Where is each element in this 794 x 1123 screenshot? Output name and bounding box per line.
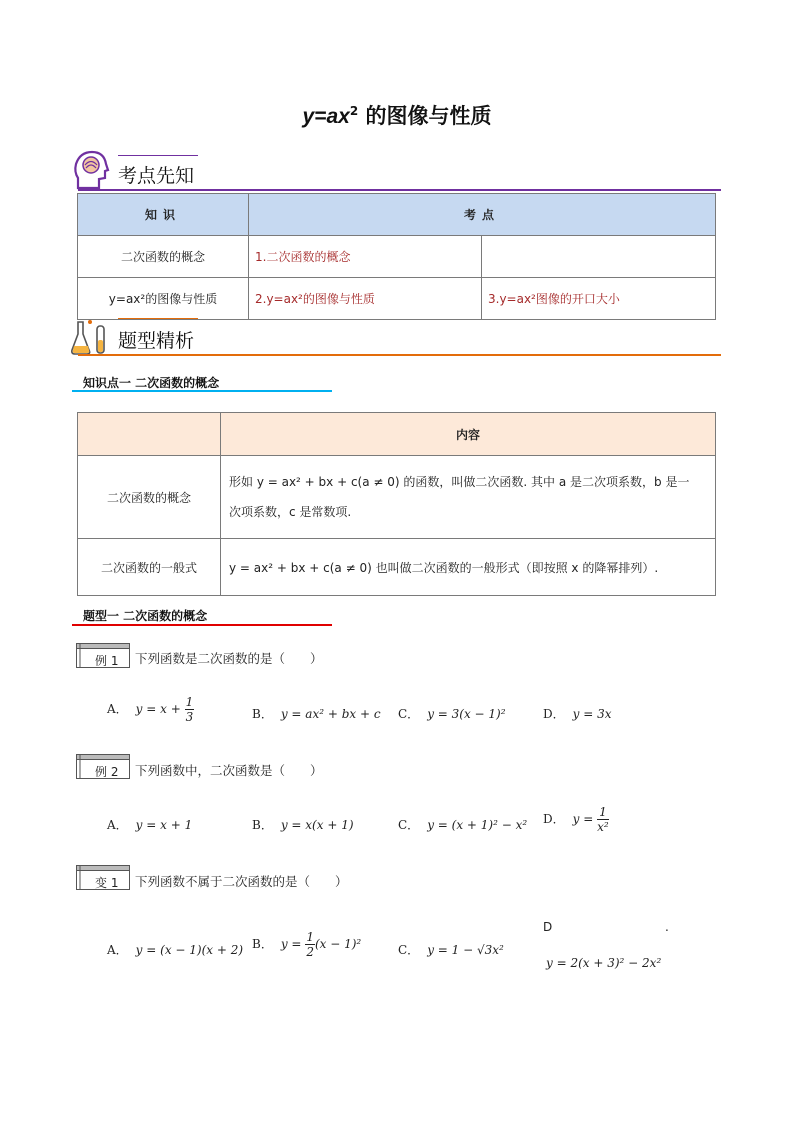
fraction-numerator: 1 <box>306 930 314 944</box>
ex2-option-a <box>107 816 192 833</box>
var1-option-b <box>252 931 361 958</box>
option-expr: y = 3x <box>572 707 612 721</box>
knowledge-point: 3.y=ax²图像的开口大小 <box>482 278 716 320</box>
option-letter: B． <box>252 937 273 951</box>
option-letter: D． <box>543 812 565 826</box>
fraction-denominator: 3 <box>185 710 194 724</box>
title-text: 的图像与性质 <box>358 104 492 128</box>
lab-flask-icon <box>70 316 110 356</box>
option-expr: y = x(x + 1) <box>280 818 354 832</box>
ex1-question: 下列函数是二次函数的是（ ） <box>135 651 323 666</box>
var1-option-a <box>107 941 243 958</box>
var1-label: 变 1 <box>95 876 119 890</box>
kp1-heading: 知识点一 二次函数的概念 <box>83 376 220 390</box>
fraction-denominator: 2 <box>306 945 314 959</box>
type1-rule <box>72 624 332 626</box>
option-letter: C． <box>398 818 420 832</box>
knowledge-header-topic: 知识 <box>78 194 249 236</box>
section2-top-rule <box>118 318 198 319</box>
title-formula: y=ax <box>302 105 350 128</box>
content-header: 内容 <box>221 413 716 456</box>
section1-rule <box>78 189 721 191</box>
section1-heading: 考点先知 <box>118 165 195 187</box>
option-expr: y = x + 1 <box>135 818 193 832</box>
type1-heading: 题型一 二次函数的概念 <box>83 609 208 623</box>
option-expr: y = (x + 1)² − x² <box>427 818 528 832</box>
content-row-text <box>221 456 716 539</box>
option-letter: A． <box>107 818 128 832</box>
knowledge-table <box>77 193 716 320</box>
option-letter: B． <box>252 818 273 832</box>
brain-head-icon <box>72 148 112 190</box>
knowledge-point: 2.y=ax²的图像与性质 <box>249 278 482 320</box>
option-letter: A． <box>107 702 128 716</box>
content-table <box>77 412 716 596</box>
content-row-name: 二次函数的一般式 <box>78 539 221 596</box>
option-letter: A． <box>107 943 128 957</box>
option-letter: C． <box>398 707 420 721</box>
fraction-denominator: x² <box>597 820 609 834</box>
var1-option-c <box>398 941 504 958</box>
knowledge-point <box>482 236 716 278</box>
ex2-question: 下列函数中，二次函数是（ ） <box>135 763 323 778</box>
option-letter: C． <box>398 943 420 957</box>
knowledge-topic: y=ax²的图像与性质 <box>78 278 249 320</box>
option-expr: y = <box>572 812 594 826</box>
var1-option-d-letter: D <box>543 920 553 934</box>
section2-heading: 题型精析 <box>118 330 195 352</box>
fraction-numerator: 1 <box>185 695 194 709</box>
option-expr: y = <box>280 937 302 951</box>
ex1-badge <box>76 643 130 668</box>
section1-top-rule <box>118 155 198 156</box>
knowledge-topic: 二次函数的概念 <box>78 236 249 278</box>
ex1-option-d <box>543 705 612 722</box>
var1-option-d-expr: y = 2(x + 3)² − 2x² <box>546 956 662 970</box>
content-text-line: 次项系数，c 是常数项. <box>229 505 352 519</box>
content-row-name: 二次函数的概念 <box>78 456 221 539</box>
option-letter: B． <box>252 707 273 721</box>
option-expr: y = 1 − √3x² <box>427 943 504 957</box>
fraction <box>305 931 315 958</box>
var1-badge <box>76 865 130 890</box>
kp1-rule <box>72 390 332 392</box>
var1-question: 下列函数不属于二次函数的是（ ） <box>135 874 348 889</box>
content-header-empty <box>78 413 221 456</box>
title-sup: 2 <box>349 104 359 118</box>
content-row-text: y = ax² + bx + c(a ≠ 0) 也叫做二次函数的一般形式（即按照 x 的降幂排列）. <box>221 539 716 596</box>
option-expr: y = x + <box>135 702 181 716</box>
knowledge-header-points: 考点 <box>249 194 716 236</box>
option-expr: y = ax² + bx + c <box>280 707 381 721</box>
ex2-option-b <box>252 816 354 833</box>
fraction <box>597 806 609 833</box>
ex2-label: 例 2 <box>95 765 119 779</box>
content-text-line: 形如 y = ax² + bx + c(a ≠ 0) 的函数，叫做二次函数. 其中 a 是二次项系数，b 是一 <box>229 475 690 489</box>
fraction-numerator: 1 <box>599 805 607 819</box>
section2-rule <box>78 354 721 356</box>
knowledge-point: 1.二次函数的概念 <box>249 236 482 278</box>
option-letter: D． <box>543 707 565 721</box>
var1-option-d-dot: . <box>665 920 669 934</box>
ex1-option-a <box>107 696 194 723</box>
option-expr: (x − 1)² <box>314 937 362 951</box>
ex1-option-b <box>252 705 381 722</box>
option-expr: y = (x − 1)(x + 2) <box>135 943 244 957</box>
ex2-option-d <box>543 806 609 833</box>
ex2-badge <box>76 754 130 779</box>
page-title <box>0 100 794 130</box>
fraction <box>185 696 195 723</box>
ex2-option-c <box>398 816 527 833</box>
ex1-label: 例 1 <box>95 654 119 668</box>
ex1-option-c <box>398 705 506 722</box>
option-expr: y = 3(x − 1)² <box>427 707 506 721</box>
